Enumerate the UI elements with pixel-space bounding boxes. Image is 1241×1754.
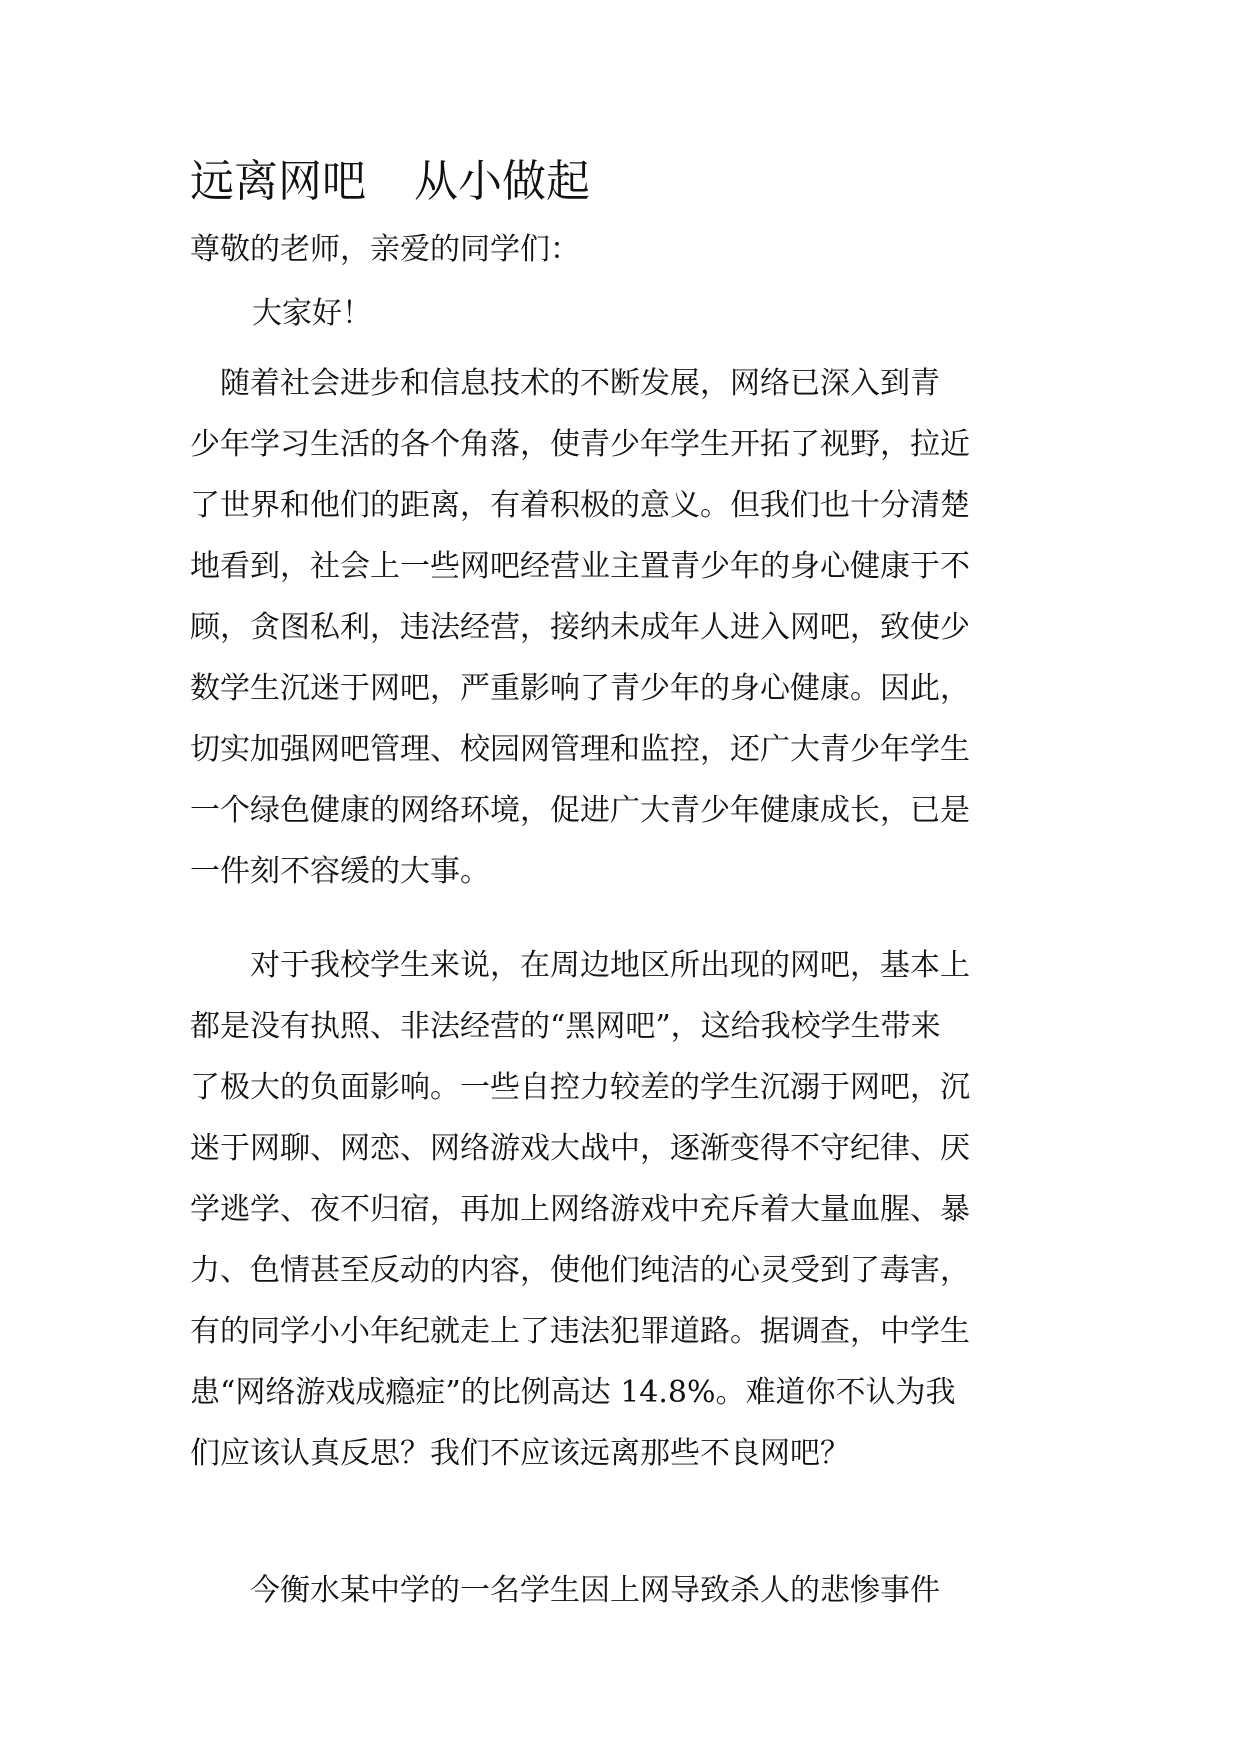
hello-line: 大家好！ [252, 296, 372, 331]
title-part-1: 远离网吧 [190, 156, 366, 207]
paragraph-line: 迷于网聊、网恋、网络游戏大战中，逐渐变得不守纪律、厌 [190, 1131, 970, 1166]
salutation: 尊敬的老师，亲爱的同学们： [190, 232, 580, 267]
paragraph-line: 少年学习生活的各个角落，使青少年学生开拓了视野，拉近 [190, 427, 970, 462]
paragraph-line: 随着社会进步和信息技术的不断发展，网络已深入到青 [190, 366, 940, 401]
paragraph-line: 了世界和他们的距离，有着积极的意义。但我们也十分清楚 [190, 488, 970, 523]
paragraph-line: 都是没有执照、非法经营的“黑网吧”，这给我校学生带来 [190, 1009, 941, 1044]
paragraph-line: 们应该认真反思？我们不应该远离那些不良网吧？ [190, 1436, 850, 1471]
paragraph-line: 对于我校学生来说，在周边地区所出现的网吧，基本上 [190, 948, 970, 983]
paragraph-2 [190, 935, 1060, 1484]
paragraph-line: 有的同学小小年纪就走上了违法犯罪道路。据调查，中学生 [190, 1314, 970, 1349]
paragraph-line: 一个绿色健康的网络环境，促进广大青少年健康成长，已是 [190, 793, 970, 828]
paragraph-line: 一件刻不容缓的大事。 [190, 854, 490, 889]
paragraph-1 [190, 353, 1060, 902]
paragraph-line: 地看到，社会上一些网吧经营业主置青少年的身心健康于不 [190, 549, 970, 584]
page-title [190, 152, 590, 212]
paragraph-line: 切实加强网吧管理、校园网管理和监控，还广大青少年学生 [190, 732, 970, 767]
title-part-2: 从小做起 [414, 156, 590, 207]
paragraph-line: 今衡水某中学的一名学生因上网导致杀人的悲惨事件 [190, 1573, 940, 1608]
paragraph-3 [190, 1560, 1060, 1621]
paragraph-line: 患“网络游戏成瘾症”的比例高达 14.8%。难道你不认为我 [190, 1375, 956, 1410]
paragraph-line: 数学生沉迷于网吧，严重影响了青少年的身心健康。因此， [190, 671, 970, 706]
paragraph-line: 顾，贪图私利，违法经营，接纳未成年人进入网吧，致使少 [190, 610, 970, 645]
paragraph-line: 学逃学、夜不归宿，再加上网络游戏中充斥着大量血腥、暴 [190, 1192, 970, 1227]
paragraph-line: 了极大的负面影响。一些自控力较差的学生沉溺于网吧，沉 [190, 1070, 970, 1105]
paragraph-line: 力、色情甚至反动的内容，使他们纯洁的心灵受到了毒害， [190, 1253, 970, 1288]
